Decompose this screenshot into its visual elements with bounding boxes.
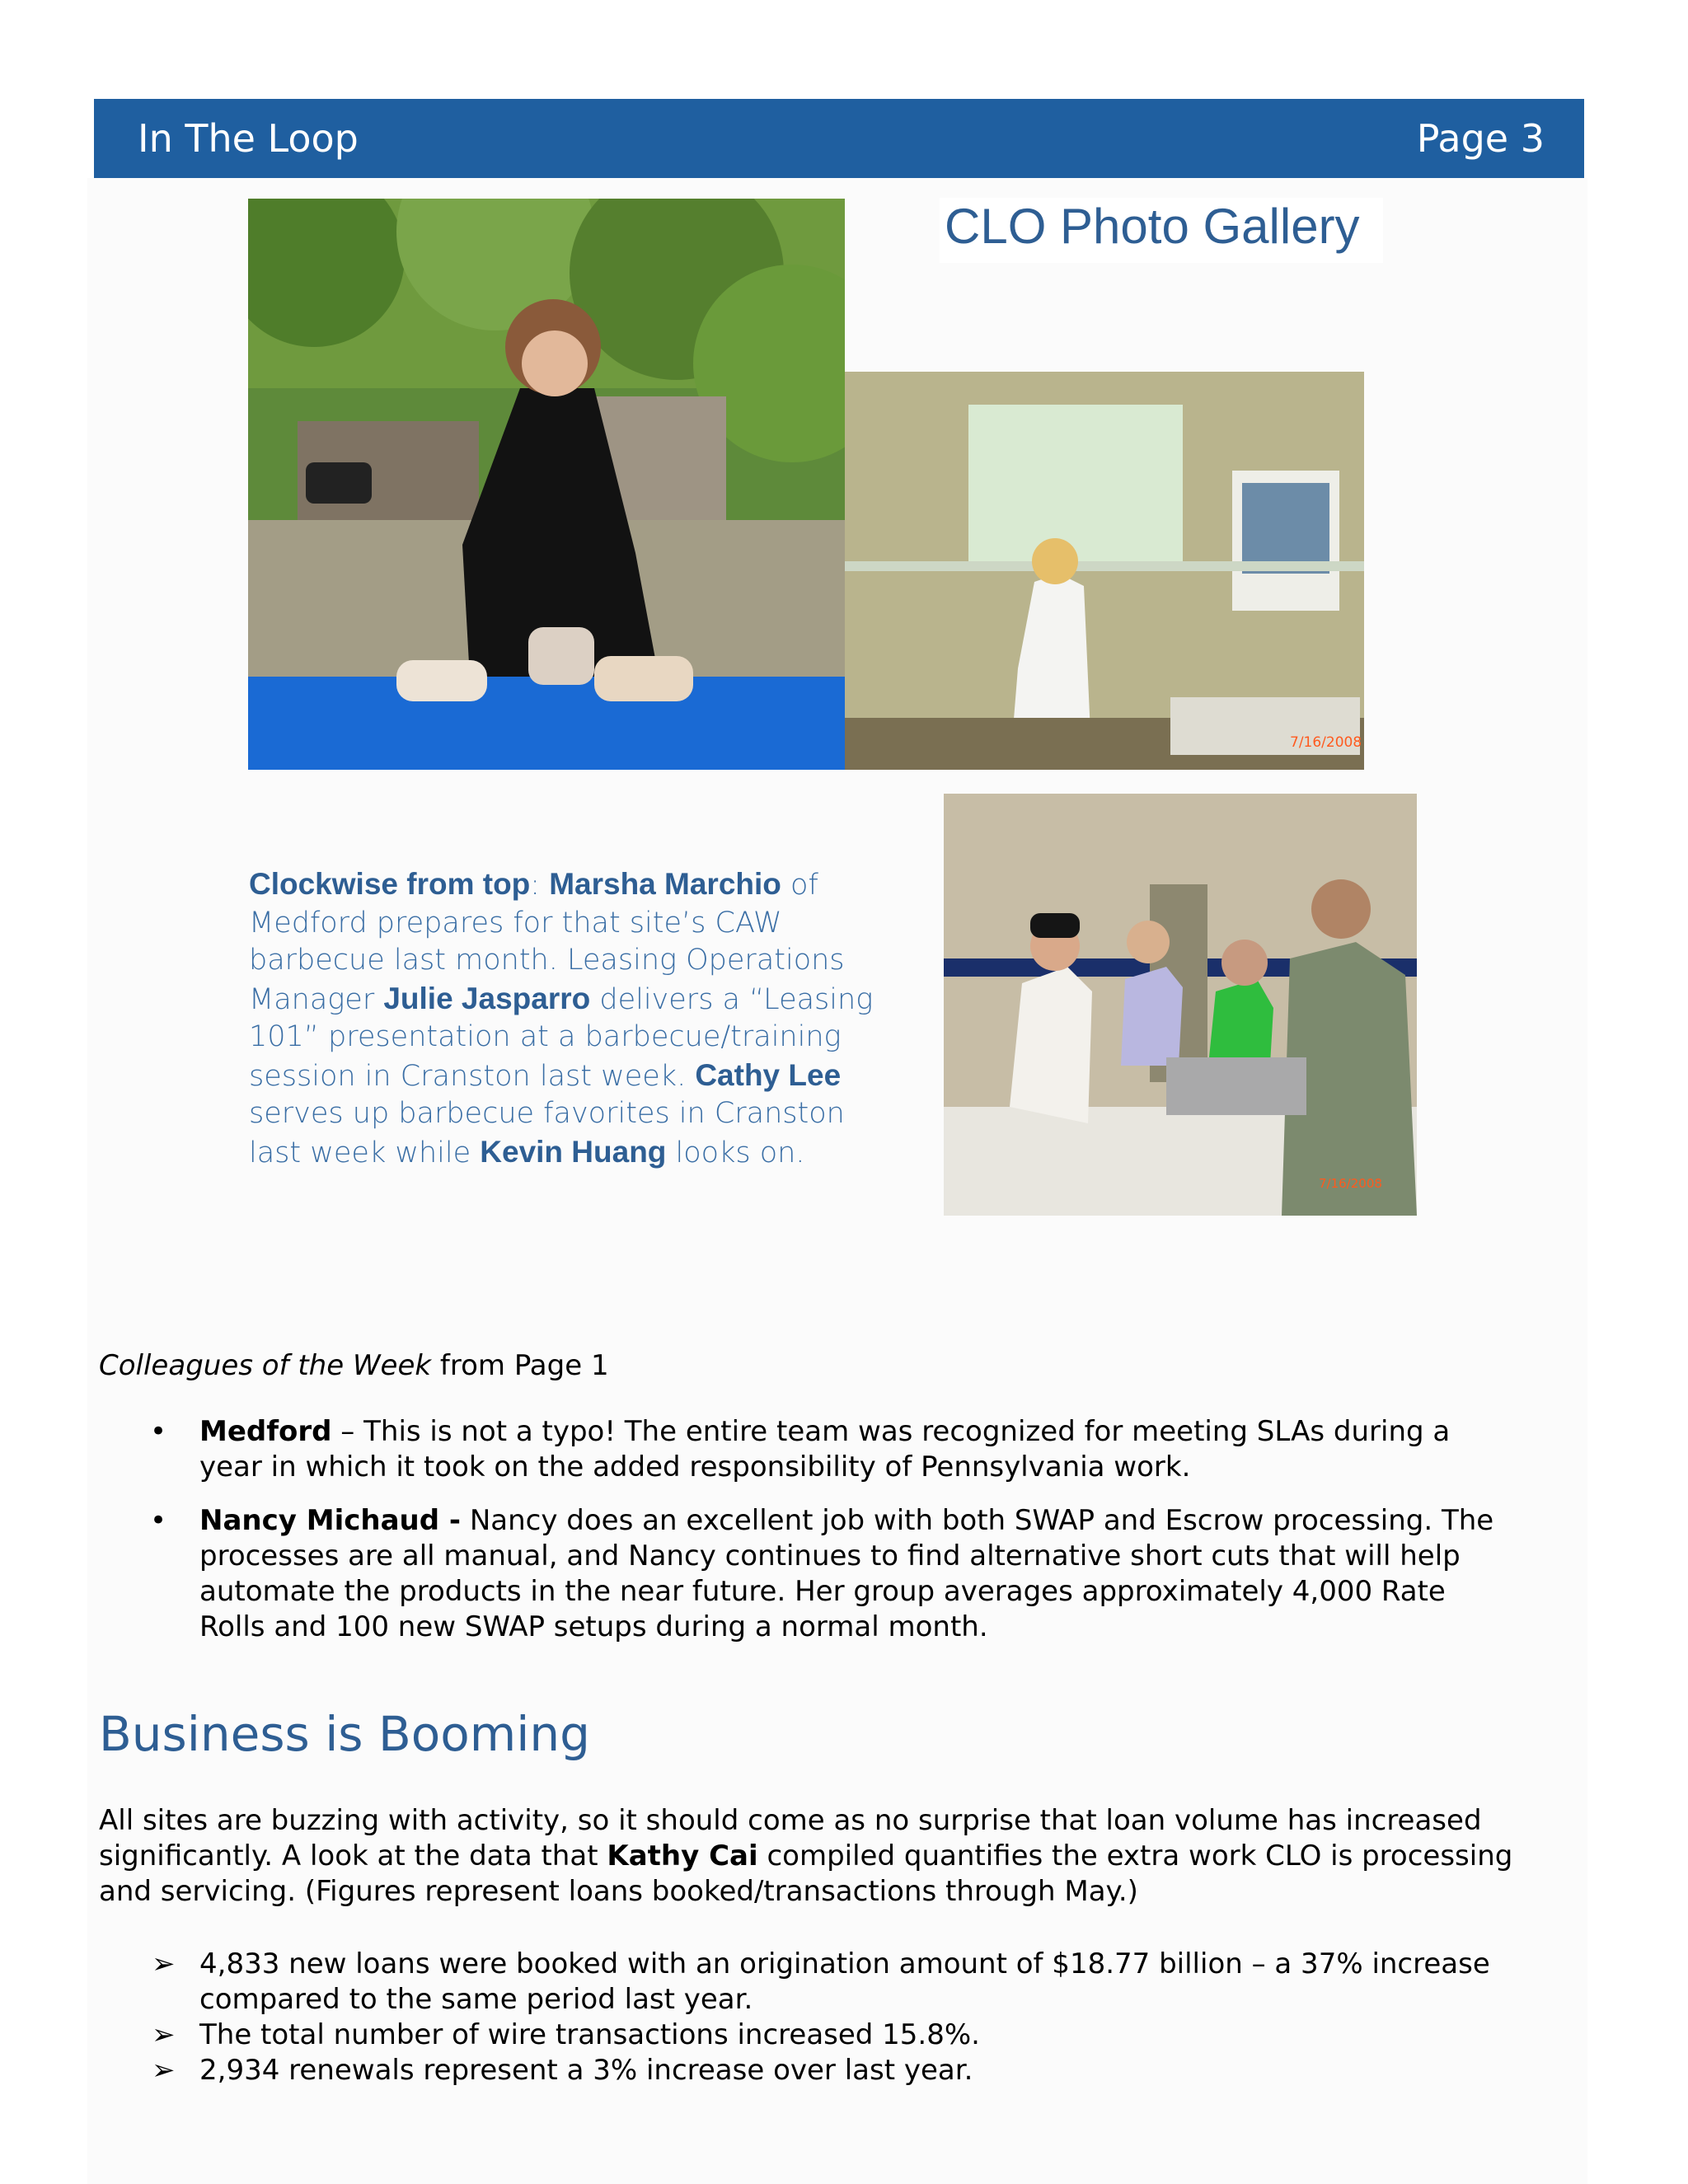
list-item <box>147 1503 1515 1645</box>
gallery-title: CLO Photo Gallery <box>940 198 1383 263</box>
colleagues-heading <box>99 1349 609 1382</box>
colleagues-heading-italic: Colleagues of the Week <box>99 1349 432 1382</box>
paragraph-text-b: compiled quantifies the extra work CLO is processing and servicing. (Figures represent loans booked/transactions through May.) <box>99 1840 1513 1908</box>
bullet-icon: • <box>150 1504 167 1537</box>
photo-date-stamp: 7/16/2008 <box>1319 1176 1382 1191</box>
colleague-text: Nancy does an excellent job with both SWAP and Escrow processing. The processes are all manual, and Nancy continues to find alternative short cuts that will help automate the products in the near future. Her group averages approximately 4,000 Rate Rolls and 100 new SWAP setups during a normal month. <box>199 1504 1494 1643</box>
colleagues-heading-rest: from Page 1 <box>431 1349 609 1382</box>
caption-name-2: Julie Jasparro <box>383 981 591 1015</box>
arrow-bullet-icon: ➢ <box>152 2054 176 2087</box>
caption-text-3: serves up barbecue favorites in Cranston last week while <box>249 1097 845 1169</box>
point-text: 4,833 new loans were booked with an origination amount of $18.77 billion – a 37% increase compared to the same period last year. <box>199 1947 1490 2016</box>
colleague-name: Medford <box>199 1415 332 1448</box>
colleague-separator <box>461 1504 470 1537</box>
newsletter-header <box>94 99 1584 178</box>
newsletter-title: In The Loop <box>138 116 359 161</box>
photo-date-stamp: 7/16/2008 <box>1290 734 1362 751</box>
bullet-icon: • <box>150 1415 167 1448</box>
photo-cranston-barbecue <box>944 794 1417 1216</box>
caption-name-1: Marsha Marchio <box>549 867 781 901</box>
list-item <box>147 2053 1515 2088</box>
photo-barbecue-medford <box>248 199 845 770</box>
section-title: Business is Booming <box>99 1706 590 1762</box>
colleague-text: This is not a typo! The entire team was recognized for meeting SLAs during a year in which it took on the added responsibility of Pennsylvania work. <box>199 1415 1451 1483</box>
caption-text-4: looks on. <box>666 1136 805 1169</box>
caption-name-4: Kevin Huang <box>480 1134 667 1169</box>
paragraph-name: Kathy Cai <box>607 1840 758 1872</box>
caption-name-3: Cathy Lee <box>695 1057 842 1092</box>
list-item <box>147 2018 1515 2053</box>
arrow-bullet-icon: ➢ <box>152 2018 176 2051</box>
photo-caption <box>249 865 884 1172</box>
colleagues-list <box>147 1414 1515 1663</box>
business-points <box>147 1947 1515 2088</box>
colleague-separator: – <box>331 1415 364 1448</box>
point-text: The total number of wire transactions increased 15.8%. <box>199 2018 980 2051</box>
point-text: 2,934 renewals represent a 3% increase over last year. <box>199 2054 973 2087</box>
photo-leasing-presentation <box>845 372 1364 770</box>
caption-text-1: of Medford prepares for that site’s CAW barbecue last month. Leasing Operations Manager <box>249 869 845 1016</box>
caption-colon: : <box>530 869 550 902</box>
business-paragraph <box>99 1803 1517 1910</box>
page-number: Page 3 <box>1416 116 1545 161</box>
colleague-name: Nancy Michaud - <box>199 1504 462 1537</box>
caption-text-2: delivers a “Leasing 101” presentation at a barbecue/training session in Cranston last week. <box>249 982 874 1093</box>
list-item <box>147 1414 1515 1485</box>
list-item <box>147 1947 1515 2018</box>
arrow-bullet-icon: ➢ <box>152 1947 176 1980</box>
paragraph-text-a: All sites are buzzing with activity, so it should come as no surprise that loan volume has increased significantly. A look at the data that <box>99 1804 1482 1872</box>
caption-lead: Clockwise from top <box>249 867 531 901</box>
